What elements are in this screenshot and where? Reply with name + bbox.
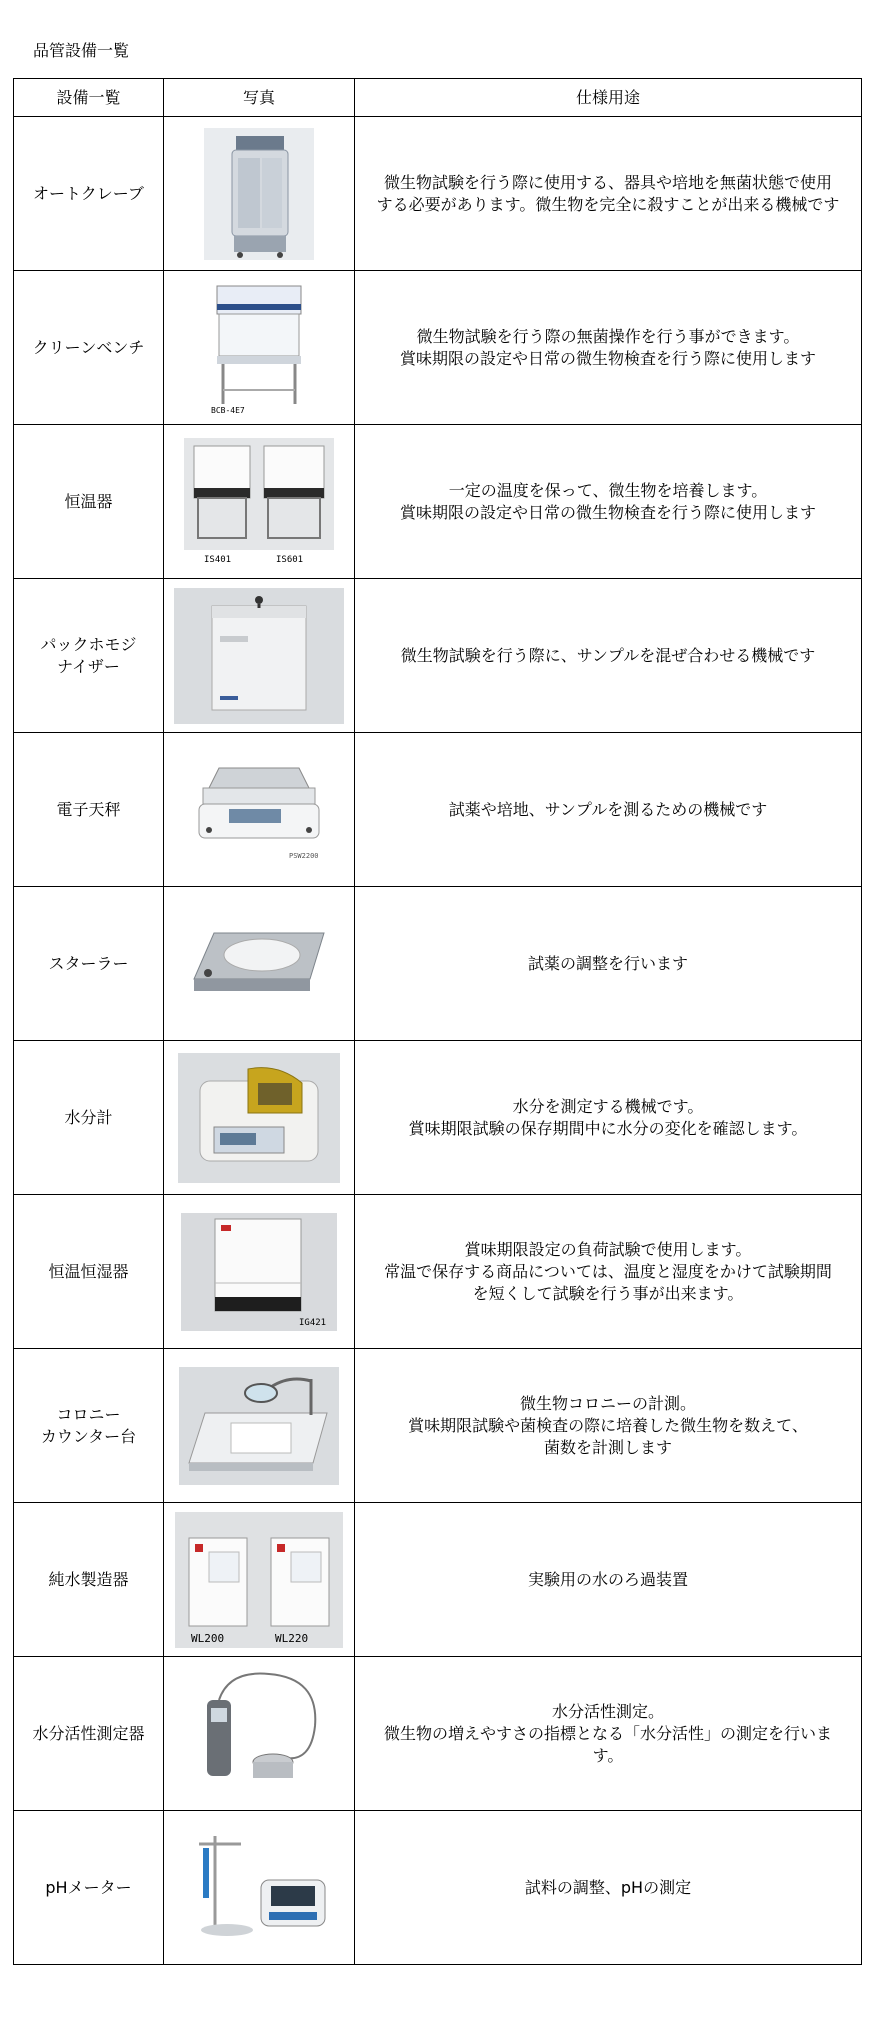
photo-caption: IS601	[276, 554, 304, 565]
autoclave-photo	[164, 117, 354, 270]
table-row	[14, 271, 862, 425]
photo-caption: IS401	[204, 554, 232, 565]
equipment-photo-cell	[164, 117, 355, 271]
equipment-usage: 試薬や培地、サンプルを測るための機械です	[355, 733, 862, 887]
header-photo: 写真	[164, 79, 355, 117]
table-row	[14, 1349, 862, 1503]
equipment-usage: 一定の温度を保って、微生物を培養します。 賞味期限の設定や日常の微生物検査を行う際に使用します	[355, 425, 862, 579]
balance-photo	[164, 733, 354, 886]
equipment-usage: 微生物試験を行う際の無菌操作を行う事ができます。 賞味期限の設定や日常の微生物検査を行う際に使用します	[355, 271, 862, 425]
equipment-photo-cell	[164, 1195, 355, 1349]
equipment-name: 水分計	[14, 1041, 164, 1195]
equipment-photo-cell	[164, 579, 355, 733]
table-row	[14, 733, 862, 887]
homogenizer-photo	[164, 579, 354, 732]
equipment-usage: 微生物コロニーの計測。 賞味期限試験や菌検査の際に培養した微生物を数えて、 菌数を計測します	[355, 1349, 862, 1503]
equipment-usage: 微生物試験を行う際に使用する、器具や培地を無菌状態で使用 する必要があります。微生物を完全に殺すことが出来る機械です	[355, 117, 862, 271]
equipment-usage: 賞味期限設定の負荷試験で使用します。 常温で保存する商品については、温度と湿度をかけて試験期間 を短くして試験を行う事が出来ます。	[355, 1195, 862, 1349]
water-activity-meter-photo	[164, 1657, 354, 1810]
photo-caption: IG421	[299, 1317, 327, 1328]
equipment-photo-cell	[164, 271, 355, 425]
water-purifier-photo	[164, 1503, 354, 1656]
equipment-photo-cell	[164, 1657, 355, 1811]
equipment-usage: 水分を測定する機械です。 賞味期限試験の保存期間中に水分の変化を確認します。	[355, 1041, 862, 1195]
equipment-photo-cell	[164, 887, 355, 1041]
clean-bench-photo	[164, 271, 354, 424]
humidity-chamber-photo	[164, 1195, 354, 1348]
equipment-name: パックホモジ ナイザー	[14, 579, 164, 733]
table-row	[14, 1657, 862, 1811]
ph-meter-photo	[164, 1811, 354, 1964]
equipment-photo-cell	[164, 1041, 355, 1195]
table-row	[14, 579, 862, 733]
header-usage: 仕様用途	[355, 79, 862, 117]
header-equipment: 設備一覧	[14, 79, 164, 117]
photo-caption: WL220	[275, 1631, 309, 1645]
table-row	[14, 887, 862, 1041]
equipment-name: 電子天秤	[14, 733, 164, 887]
equipment-name: コロニー カウンター台	[14, 1349, 164, 1503]
colony-counter-photo	[164, 1349, 354, 1502]
page-title: 品管設備一覧	[33, 41, 130, 60]
table-row	[14, 1041, 862, 1195]
moisture-meter-photo	[164, 1041, 354, 1194]
equipment-name: 水分活性測定器	[14, 1657, 164, 1811]
equipment-photo-cell	[164, 425, 355, 579]
equipment-usage: 微生物試験を行う際に、サンプルを混ぜ合わせる機械です	[355, 579, 862, 733]
photo-caption: WL200	[191, 1631, 225, 1645]
table-row	[14, 117, 862, 271]
equipment-photo-cell	[164, 733, 355, 887]
table-row	[14, 425, 862, 579]
equipment-photo-cell	[164, 1349, 355, 1503]
incubator-photo	[164, 425, 354, 578]
equipment-table	[13, 78, 862, 1965]
equipment-name: オートクレーブ	[14, 117, 164, 271]
equipment-usage: 試薬の調整を行います	[355, 887, 862, 1041]
equipment-name: スターラー	[14, 887, 164, 1041]
equipment-name: クリーンベンチ	[14, 271, 164, 425]
photo-caption: PSW2200	[289, 851, 319, 860]
equipment-photo-cell	[164, 1811, 355, 1965]
table-row	[14, 1811, 862, 1965]
equipment-name: 純水製造器	[14, 1503, 164, 1657]
table-row	[14, 1195, 862, 1349]
table-header-row	[14, 79, 862, 117]
equipment-usage: 水分活性測定。 微生物の増えやすさの指標となる「水分活性」の測定を行いま す。	[355, 1657, 862, 1811]
equipment-name: 恒温器	[14, 425, 164, 579]
equipment-usage: 試料の調整、pHの測定	[355, 1811, 862, 1965]
equipment-name: pHメーター	[14, 1811, 164, 1965]
stirrer-photo	[164, 887, 354, 1040]
equipment-usage: 実験用の水のろ過装置	[355, 1503, 862, 1657]
photo-caption: BCB-4E7	[211, 405, 245, 415]
equipment-name: 恒温恒湿器	[14, 1195, 164, 1349]
equipment-photo-cell	[164, 1503, 355, 1657]
table-row	[14, 1503, 862, 1657]
